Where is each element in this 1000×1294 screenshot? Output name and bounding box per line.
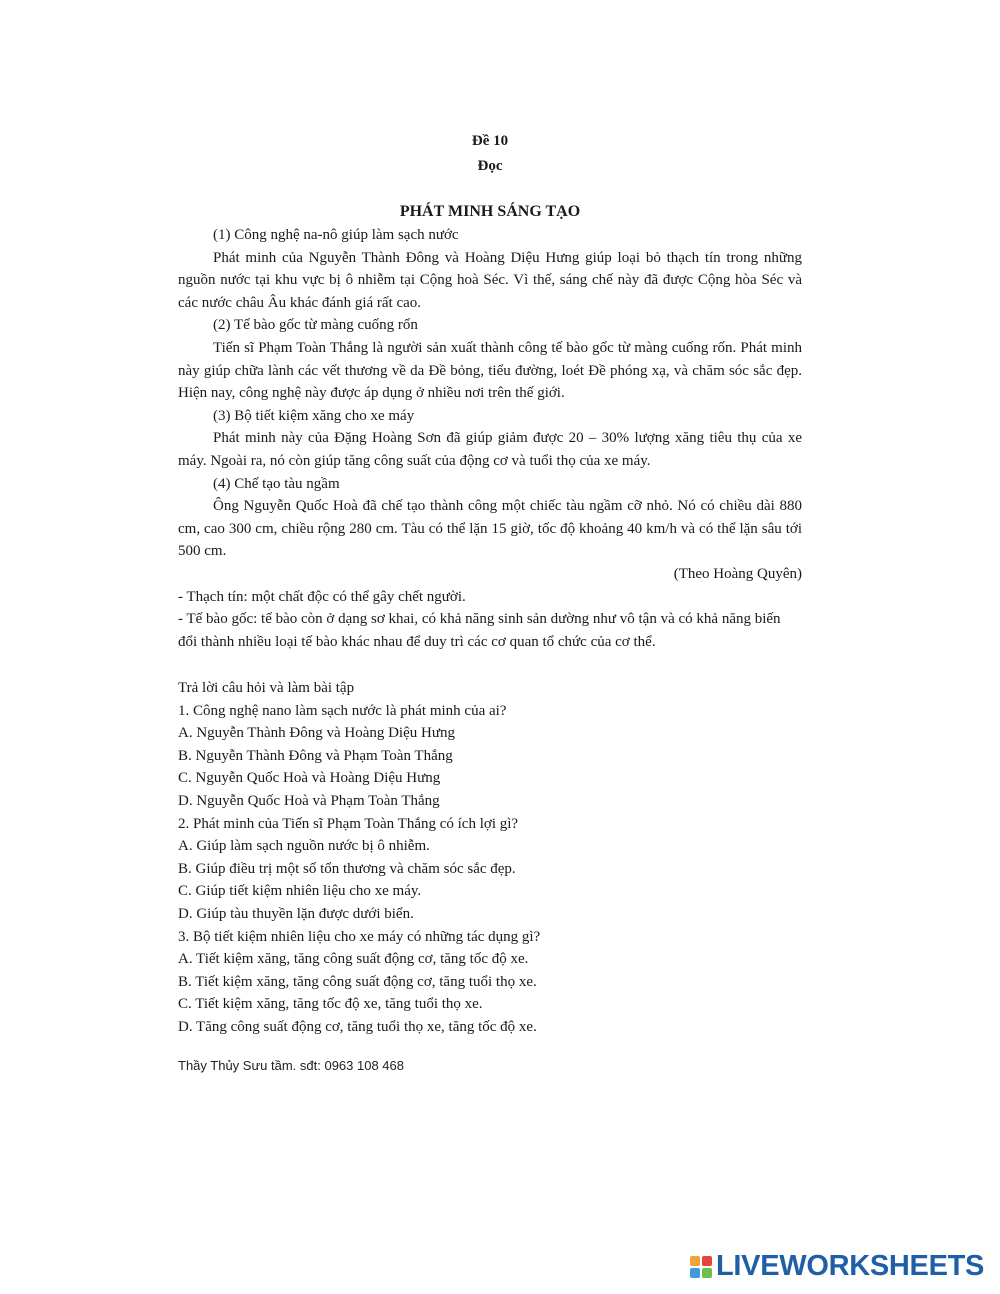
logo-wordmark: LIVEWORKSHEETS xyxy=(716,1250,985,1282)
section-label: Đọc xyxy=(477,158,503,174)
answer-option[interactable]: B. Giúp điều trị một số tổn thương và chăm sóc sắc đẹp. xyxy=(178,860,516,877)
answer-option[interactable]: A. Nguyễn Thành Đông và Hoàng Diệu Hưng xyxy=(178,725,455,742)
glossary-entry: - Tế bào gốc: tế bào còn ở dạng sơ khai, có khả năng sinh sản dường như vô tận và có khả năng biến đổi thành nhiều loại tế bào khác nhau để duy trì các cơ quan tổ chức của cơ thể. xyxy=(178,611,781,650)
logo-icon xyxy=(690,1256,712,1278)
answer-option[interactable]: A. Tiết kiệm xăng, tăng công suất động cơ, tăng tốc độ xe. xyxy=(178,951,529,968)
passage-item-text: Ông Nguyễn Quốc Hoà đã chế tạo thành công một chiếc tàu ngầm cỡ nhỏ. Nó có chiều dài 880 cm, cao 300 cm, chiều rộng 280 cm. Tàu có thể lặn 15 giờ, tốc độ khoảng 40 km/h và có thể lặn sâu tới 500 cm. xyxy=(178,498,802,560)
glossary-entry: - Thạch tín: một chất độc có thể gây chết người. xyxy=(178,588,466,605)
passage-item-title: (2) Tế bào gốc từ màng cuống rốn xyxy=(213,317,418,334)
answer-option[interactable]: C. Tiết kiệm xăng, tăng tốc độ xe, tăng tuổi thọ xe. xyxy=(178,996,483,1013)
answer-option[interactable]: C. Nguyễn Quốc Hoà và Hoàng Diệu Hưng xyxy=(178,770,441,787)
logo-square xyxy=(690,1256,700,1266)
question-section xyxy=(178,677,802,1039)
answer-option[interactable]: D. Tăng công suất động cơ, tăng tuổi thọ xe, tăng tốc độ xe. xyxy=(178,1018,537,1035)
answer-option[interactable]: A. Giúp làm sạch nguồn nước bị ô nhiễm. xyxy=(178,838,430,855)
footer-note: Thầy Thủy Sưu tầm. sđt: 0963 108 468 xyxy=(178,1058,404,1073)
question-text: 3. Bộ tiết kiệm nhiên liệu cho xe máy có những tác dụng gì? xyxy=(178,928,541,945)
answer-option[interactable]: B. Tiết kiệm xăng, tăng công suất động cơ, tăng tuổi thọ xe. xyxy=(178,973,537,990)
reading-passage xyxy=(178,224,802,653)
answer-option[interactable]: C. Giúp tiết kiệm nhiên liệu cho xe máy. xyxy=(178,883,422,900)
passage-item-text: Phát minh này của Đặng Hoàng Sơn đã giúp giảm được 20 – 30% lượng xăng tiêu thụ của xe máy. Ngoài ra, nó còn giúp tăng công suất của động cơ và tuổi thọ của xe máy. xyxy=(178,430,802,469)
answer-option[interactable]: B. Nguyễn Thành Đông và Phạm Toàn Thắng xyxy=(178,747,453,764)
passage-item-text: Tiến sĩ Phạm Toàn Thắng là người sản xuất thành công tế bào gốc từ màng cuống rốn. Phát minh này giúp chữa lành các vết thương về da Đề bỏng, tiểu đường, loét Đề phóng xạ, và chăm sóc sắc đẹp. Hiện nay, công nghệ này được áp dụng ở nhiều nơi trên thế giới. xyxy=(178,339,802,402)
exam-number: Đề 10 xyxy=(471,133,509,149)
logo-square xyxy=(702,1256,712,1266)
passage-item-text: Phát minh của Nguyễn Thành Đông và Hoàng Diệu Hưng giúp loại bỏ thạch tín trong những nguồn nước tại khu vực bị ô nhiễm tại Cộng hoà Séc. Vì thế, sáng chế này đã được Cộng hòa Séc và các nước châu Âu khác đánh giá rất cao. xyxy=(178,249,802,311)
passage-source: (Theo Hoàng Quyên) xyxy=(673,565,802,582)
reading-title: PHÁT MINH SÁNG TẠO xyxy=(399,203,581,220)
answer-option[interactable]: D. Nguyễn Quốc Hoà và Phạm Toàn Thắng xyxy=(178,792,440,809)
passage-item-title: (3) Bộ tiết kiệm xăng cho xe máy xyxy=(213,407,415,424)
passage-item-title: (1) Công nghệ na-nô giúp làm sạch nước xyxy=(213,227,459,243)
logo-square xyxy=(702,1268,712,1278)
answer-option[interactable]: D. Giúp tàu thuyền lặn được dưới biển. xyxy=(178,905,414,922)
liveworksheets-logo[interactable] xyxy=(690,1252,984,1281)
question-text: 1. Công nghệ nano làm sạch nước là phát minh của ai? xyxy=(178,702,507,719)
questions-intro: Trả lời câu hỏi và làm bài tập xyxy=(178,680,355,696)
question-text: 2. Phát minh của Tiến sĩ Phạm Toàn Thắng có ích lợi gì? xyxy=(178,815,519,832)
logo-square xyxy=(690,1268,700,1278)
passage-item-title: (4) Chế tạo tàu ngầm xyxy=(213,475,340,492)
